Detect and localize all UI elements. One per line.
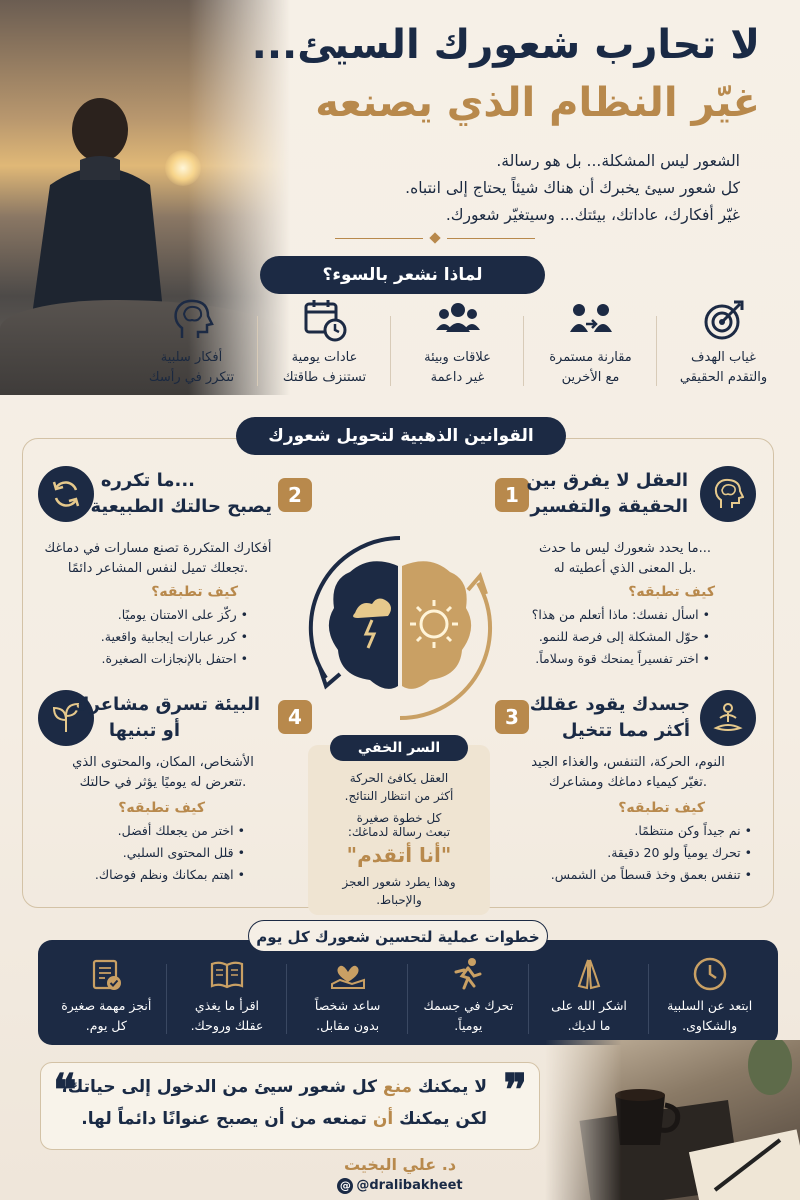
law3-desc: النوم، الحركة، التنفس، والغذاء الجيد bbox=[531, 755, 725, 770]
why-heading: لماذا نشعر بالسوء؟ bbox=[260, 256, 545, 294]
law4-title: أو تبنيها bbox=[108, 720, 180, 741]
head-brain-icon bbox=[712, 478, 744, 510]
quote-close-icon: ❝ bbox=[53, 1065, 77, 1116]
law2-tips bbox=[101, 604, 248, 670]
law2-how-label: كيف تطبقه؟ bbox=[151, 584, 238, 600]
secret-line: أكثر من انتظار النتائج. bbox=[344, 789, 454, 803]
why-item-label: غياب الهدف bbox=[691, 350, 756, 365]
tip-item: • تحرك يومياً ولو 20 دقيقة. bbox=[551, 842, 752, 864]
step-label: يومياً. bbox=[454, 1018, 483, 1033]
quote-highlight: منع bbox=[382, 1077, 413, 1097]
law2-desc: تجعلك تميل لنفس المشاعر دائمًا. bbox=[67, 561, 249, 576]
quote-text: كل شعور سيئ من الدخول إلى حياتك، bbox=[61, 1077, 383, 1097]
step-label: بدون مقابل. bbox=[316, 1018, 380, 1033]
why-reasons-row bbox=[125, 296, 790, 404]
brain-illustration bbox=[300, 528, 500, 728]
step-item bbox=[167, 950, 288, 1045]
secret-box bbox=[308, 740, 490, 915]
intro-line: غيّر أفكارك، عاداتك، بيئتك... وسيتغيّر شعورك. bbox=[445, 206, 740, 224]
law2-number: 2 bbox=[278, 478, 312, 512]
law4-desc: تتعرض له يوميًا يؤثر في حالتك. bbox=[79, 775, 247, 790]
why-item-label: تتكرر في رأسك bbox=[148, 370, 235, 385]
law3-how-label: كيف تطبقه؟ bbox=[618, 800, 705, 816]
secret-line: العقل يكافئ الحركة bbox=[349, 771, 449, 785]
step-label: تحرك في جسمك bbox=[423, 998, 514, 1013]
calendar-clock-icon bbox=[303, 298, 347, 342]
step-label: ابتعد عن السلبية bbox=[667, 998, 753, 1013]
secret-quote: "أنا أتقدم" bbox=[346, 843, 452, 867]
tip-item: • قلل المحتوى السلبي. bbox=[95, 842, 245, 864]
running-icon bbox=[450, 956, 486, 992]
step-label: والشكاوى. bbox=[682, 1018, 738, 1033]
clock-icon bbox=[692, 956, 728, 992]
open-book-icon bbox=[209, 956, 245, 992]
law1-number: 1 bbox=[495, 478, 529, 512]
secret-line: والإحباط. bbox=[376, 893, 422, 907]
quote-text: لا يمكنك bbox=[412, 1077, 487, 1097]
why-item bbox=[391, 296, 524, 404]
law1-title: العقل لا يفرق بين bbox=[526, 470, 688, 491]
law4-how-label: كيف تطبقه؟ bbox=[118, 800, 205, 816]
sun bbox=[165, 150, 201, 186]
law3-tips bbox=[551, 820, 752, 886]
why-item-label: والتقدم الحقيقي bbox=[679, 370, 768, 385]
tip-item: • نم جيداً وكن منتظمًا. bbox=[551, 820, 752, 842]
target-icon bbox=[702, 298, 746, 342]
compare-people-icon bbox=[569, 298, 613, 342]
quote-text: لكن يمكنك bbox=[393, 1109, 487, 1129]
step-label: ساعد شخصاً bbox=[314, 998, 381, 1013]
why-item bbox=[657, 296, 790, 404]
checklist-icon bbox=[88, 956, 124, 992]
law1-title: الحقيقة والتفسير bbox=[530, 496, 688, 517]
praying-hands-icon bbox=[571, 956, 607, 992]
secret-label: السر الخفي bbox=[330, 735, 468, 761]
group-icon bbox=[436, 298, 480, 342]
law4-desc: الأشخاص، المكان، والمحتوى الذي bbox=[72, 755, 254, 770]
why-item-label: تستنزف طاقتك bbox=[282, 370, 367, 385]
tip-item: • اختر تفسيراً يمنحك قوة وسلاماً. bbox=[532, 648, 710, 670]
step-label: ما لديك. bbox=[567, 1018, 611, 1033]
law1-how-label: كيف تطبقه؟ bbox=[628, 584, 715, 600]
tip-item: • اختر من يجعلك أفضل. bbox=[95, 820, 245, 842]
law4-title: البيئة تسرق مشاعرك bbox=[73, 694, 260, 715]
tip-item: • حوّل المشكلة إلى فرصة للنمو. bbox=[532, 626, 710, 648]
why-item-label: مع الأخرين bbox=[561, 370, 620, 385]
why-item bbox=[258, 296, 391, 404]
quote-text: تمنعه من أن يصبح عنوانًا دائماً لها. bbox=[81, 1109, 373, 1129]
quote-line2 bbox=[81, 1109, 487, 1129]
law3-icon-circle bbox=[700, 690, 756, 746]
at-icon: @ bbox=[337, 1178, 353, 1194]
step-label: اشكر الله على bbox=[551, 998, 627, 1013]
quote-line1 bbox=[61, 1077, 487, 1097]
why-item-label: مقارنة مستمرة bbox=[549, 350, 632, 365]
desk-photo-coffee-notebook bbox=[545, 1040, 800, 1200]
why-item bbox=[524, 296, 657, 404]
page-title-line1: لا تحارب شعورك السيئ... bbox=[251, 22, 760, 68]
tip-item: • كرر عبارات إيجابية واقعية. bbox=[101, 626, 248, 648]
refresh-cycle-icon bbox=[50, 478, 82, 510]
author-handle-text: @dralibakheet bbox=[356, 1178, 463, 1193]
law4-number: 4 bbox=[278, 700, 312, 734]
author-handle bbox=[320, 1178, 480, 1194]
steps-heading: خطوات عملية لتحسين شعورك كل يوم bbox=[248, 920, 548, 952]
step-label: كل يوم. bbox=[85, 1018, 127, 1033]
secret-end bbox=[314, 873, 484, 909]
secret-line: وهذا يطرد شعور العجز bbox=[342, 875, 456, 889]
step-label: أنجز مهمة صغيرة bbox=[61, 998, 152, 1013]
step-item bbox=[649, 950, 770, 1045]
intro-line: الشعور ليس المشكلة... بل هو رسالة. bbox=[496, 152, 740, 170]
step-item bbox=[46, 950, 167, 1045]
step-item bbox=[287, 950, 408, 1045]
secret-text bbox=[314, 769, 484, 827]
quote-box bbox=[40, 1062, 540, 1150]
person-silhouette bbox=[20, 90, 170, 330]
tip-item: • اهتم بمكانك ونظم فوضاك. bbox=[95, 864, 245, 886]
meditation-icon bbox=[712, 702, 744, 734]
intro-line: كل شعور سيئ يخبرك أن هناك شيئاً يحتاج إلى انتباه. bbox=[405, 179, 740, 197]
tip-item: • اسأل نفسك: ماذا أتعلم من هذا؟ bbox=[532, 604, 710, 626]
step-item bbox=[408, 950, 529, 1045]
head-brain-icon bbox=[170, 298, 214, 342]
secret-line: تبعث رسالة لدماغك: bbox=[347, 825, 451, 839]
law1-icon-circle bbox=[700, 466, 756, 522]
quote-highlight: أن bbox=[372, 1109, 394, 1129]
tip-item: • ركّز على الامتنان يوميًا. bbox=[101, 604, 248, 626]
tip-item: • تنفس بعمق وخذ قسطاً من الشمس. bbox=[551, 864, 752, 886]
helping-heart-icon bbox=[330, 956, 366, 992]
daily-steps-bar bbox=[38, 940, 778, 1045]
secret-line: كل خطوة صغيرة bbox=[356, 811, 442, 825]
quote-open-icon: ❞ bbox=[503, 1065, 527, 1116]
laws-heading: القوانين الذهبية لتحويل شعورك bbox=[236, 417, 566, 455]
law3-desc: تغيّر كيمياء دماغك ومشاعرك. bbox=[548, 775, 708, 790]
law1-tips bbox=[532, 604, 710, 670]
author-name: د. علي البخيت bbox=[343, 1155, 457, 1174]
law2-desc: أفكارك المتكررة تصنع مسارات في دماغك bbox=[44, 541, 272, 556]
law3-title: جسدك يقود عقلك bbox=[529, 694, 690, 715]
law2-icon-circle bbox=[38, 466, 94, 522]
why-item-label: أفكار سلبية bbox=[160, 350, 223, 365]
law1-desc: بل المعنى الذي أعطيته له. bbox=[553, 561, 697, 576]
coffee-cup-illustration bbox=[545, 1040, 800, 1200]
tip-item: • احتفل بالإنجازات الصغيرة. bbox=[101, 648, 248, 670]
law1-desc: ما يحدد شعورك ليس ما حدث... bbox=[539, 541, 711, 556]
step-label: عقلك وروحك. bbox=[190, 1018, 264, 1033]
law3-number: 3 bbox=[495, 700, 529, 734]
intro-text bbox=[300, 148, 740, 229]
why-item-label: علاقات وبيئة bbox=[424, 350, 491, 365]
law3-title: أكثر مما تتخيل bbox=[561, 720, 690, 741]
ornament-divider bbox=[335, 234, 535, 244]
page-title-line2: غيّر النظام الذي يصنعه bbox=[315, 80, 760, 126]
step-item bbox=[529, 950, 650, 1045]
law4-tips bbox=[95, 820, 245, 886]
why-item-label: غير داعمة bbox=[430, 370, 485, 385]
step-label: اقرأ ما يغذي bbox=[194, 998, 260, 1013]
law2-title: ما تكرره... bbox=[100, 470, 195, 491]
why-item-label: عادات يومية bbox=[291, 350, 358, 365]
law2-title: يصبح حالتك الطبيعية bbox=[90, 496, 272, 517]
why-item bbox=[125, 296, 258, 404]
